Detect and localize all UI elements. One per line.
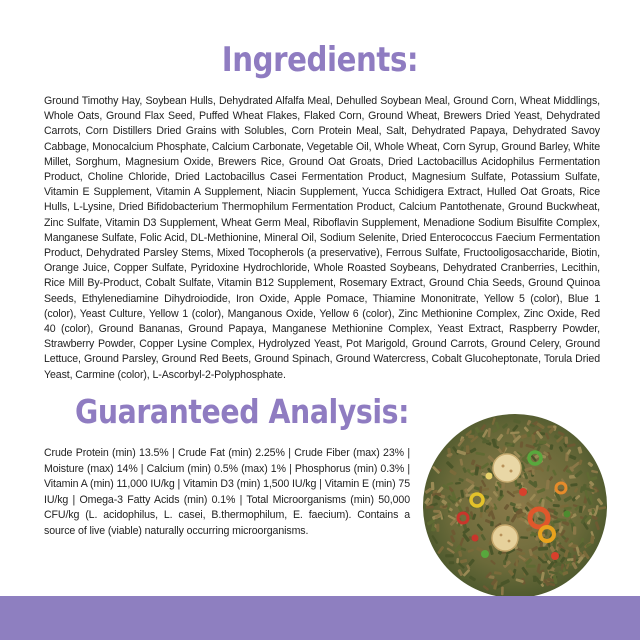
pellet bbox=[490, 521, 494, 526]
pellet bbox=[533, 576, 537, 582]
pellet bbox=[592, 509, 595, 515]
pellet bbox=[471, 429, 475, 435]
pellet bbox=[573, 526, 576, 534]
ingredients-list-text: Ground Timothy Hay, Soybean Hulls, Dehydrated Alfalfa Meal, Dehulled Soybean Meal, Ground Corn, Wheat Middlings, Whole Oats, Ground Flax Seed, Puffed Wheat Flakes, Flaked Corn, Ground Wheat, Brewers Dried Yeast, Dehydrated Carrots, Corn Distillers Dried Grains with Solubles, Corn Protein Meal, Salt, Dehydrated Papaya, Dehydrated Savoy Cabbage, Monocalcium Phosphate, Calcium Carbonate, Vegetable Oil, Whole Wheat, Corn Syrup, Ground Barley, White Millet, Sorghum, Magnesium Oxide, Brewers Rice, Ground Oat Groats, Dried Lactobacillus Acidophilus Fermentation Product, Choline Chloride, Dried Lactobacillus Casei Fermentation Product, Magnesium Sulfate, Potassium Sulfate, Vitamin E Supplement, Vitamin A Supplement, Niacin Supplement, Yucca Schidigera Extract, Hulled Oat Groats, Rice Hulls, L-Lysine, Dried Bifidobacterium Thermophilum Fermentation Product, Calcium Pantothenate, Ground Buckwheat, Zinc Sulfate, Vitamin D3 Supplement, Wheat Germ Meal, Riboflavin Supplement, Menadione Sodium Bisulfite Complex, Manganese Sulfate, Folic Acid, DL-Methionine, Mineral Oil, Sodium Selenite, Dried Enterococcus Faecium Fermentation Product, Dehydrated Parsley Stems, Mixed Tocopherols (a preservative), Ferrous Sulfate, Fructooligosaccharide, Biotin, Orange Juice, Copper Sulfate, Pyridoxine Hydrochloride, Whole Roasted Soybeans, Dehydrated Cranberries, Lecithin, Rice Mill By-Product, Cobalt Sulfate, Vitamin B12 Supplement, Rosemary Extract, Ground Chia Seeds, Ground Quinoa Seeds, Ethylenediamine Dihydroiodide, Iron Oxide, Apple Pomace, Thiamine Mononitrate, Yellow 5 (color), Blue 1 (color), Yeast Culture, Yellow 1 (color), Manganous Oxide, Yellow 6 (color), Zinc Methionine Complex, Zinc Oxide, Red 40 (color), Ground Bananas, Ground Papaya, Manganese Methionine Complex, Yeast Extract, Raspberry Powder, Strawberry Powder, Copper Lysine Complex, Hydrolyzed Yeast, Pot Marigold, Ground Carrots, Ground Celery, Ground Lettuce, Ground Parsley, Ground Red Beets, Ground Spinach, Ground Watercress, Cobalt Glucoheptonate, Torula Dried Yeast, Carmine (color), L-Ascorbyl-2-Polyphosphate. bbox=[44, 95, 600, 381]
pellet bbox=[466, 445, 470, 453]
pellet bbox=[535, 467, 541, 470]
pellet bbox=[539, 440, 546, 444]
guaranteed-analysis-text: Crude Protein (min) 13.5% | Crude Fat (min) 2.25% | Crude Fiber (max) 23% | Moisture (max) 14% | Calcium (min) 0.5% (max) 1% | Phosphorus (min) 0.3% | Vitamin A (min) 11,000 IU/kg | Vitamin D3 (min) 1,500 IU/kg | Vitamin E (min) 75 IU/kg | Omega-3 Fatty Acids (min) 0.1% | Total Microorganisms (min) 50,000 CFU/kg (L. acidophilus, L. casei, B.thermophilum, E. faecium). Contains a source of live (viable) naturally occurring microorganisms. bbox=[44, 447, 410, 537]
guaranteed-analysis-heading: Guaranteed Analysis: bbox=[75, 392, 410, 431]
pellet bbox=[516, 552, 525, 554]
pellet bbox=[445, 554, 454, 557]
pellet bbox=[449, 561, 455, 564]
pellet bbox=[516, 559, 518, 567]
pellet bbox=[431, 482, 435, 490]
pellet bbox=[482, 440, 490, 444]
pellet bbox=[538, 547, 548, 551]
pellet bbox=[436, 524, 439, 532]
ingredients-heading: Ingredients: bbox=[221, 40, 419, 80]
pellet bbox=[426, 505, 434, 508]
footer-band bbox=[0, 596, 640, 640]
pellet bbox=[515, 503, 522, 506]
food-pellets-image bbox=[415, 406, 615, 606]
pellet bbox=[433, 510, 440, 513]
pellet bbox=[499, 490, 503, 496]
pellet bbox=[468, 435, 474, 439]
pellet bbox=[564, 436, 568, 443]
pellet bbox=[573, 555, 575, 563]
pellet bbox=[526, 565, 536, 568]
pellet bbox=[501, 587, 504, 596]
